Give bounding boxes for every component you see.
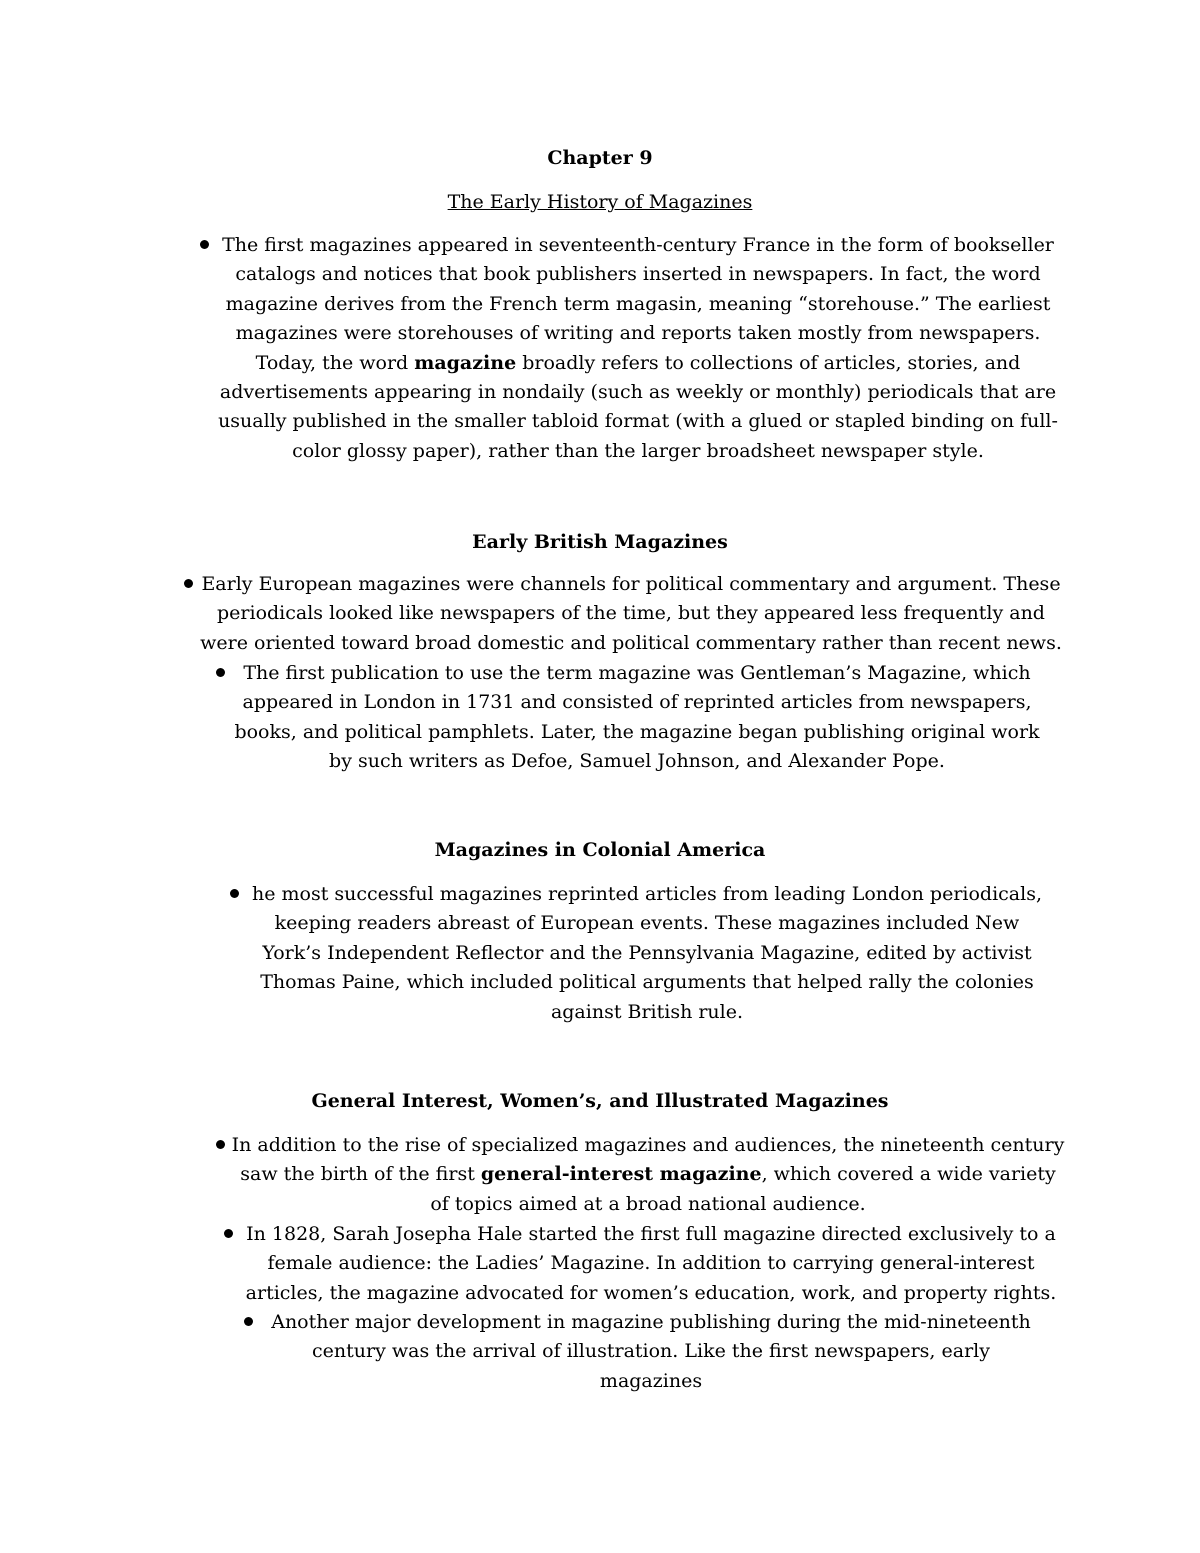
list-item (200, 231, 1062, 466)
list-item (184, 570, 1064, 658)
chapter-subtitle: The Early History of Magazines (447, 191, 753, 213)
bullet-icon (224, 1229, 233, 1238)
list-item (230, 880, 1050, 1027)
list-item-text: In addition to the rise of specialized magazines and audiences, the nineteenth century saw the birth of the first general-interest magazine, which covered a wide variety of topics aimed at a broad national audience. (231, 1134, 1065, 1215)
list-item (244, 1308, 1044, 1396)
list-item-text: The first publication to use the term magazine was Gentleman’s Magazine, which appeared in London in 1731 and consisted of reprinted articles from newspapers, books, and political pamphlets. Later, the magazine began publishing original work by such writers as Defoe, Samuel Johnson, and Alexander Pope. (234, 662, 1040, 773)
list-item (216, 659, 1044, 777)
list-item-text: In 1828, Sarah Josepha Hale started the first full magazine directed exclusively to a female audience: the Ladies’ Magazine. In addition to carrying general-interest articles, the magazine advocated for women’s education, work, and property rights. (245, 1223, 1057, 1304)
bullet-icon (216, 1140, 225, 1149)
list-item (216, 1131, 1066, 1219)
bullet-icon (230, 889, 239, 898)
bullet-icon (200, 240, 209, 249)
section-heading-british: Early British Magazines (472, 531, 728, 553)
bullet-icon (184, 579, 193, 588)
chapter-title: Chapter 9 (547, 147, 653, 169)
bullet-icon (216, 668, 225, 677)
list-item (224, 1220, 1064, 1308)
list-item-text: The first magazines appeared in seventeenth-century France in the form of bookseller catalogs and notices that book publishers inserted in newspapers. In fact, the word magazine derives from the French term magasin, meaning “storehouse.” The earliest magazines were storehouses of writing and reports taken mostly from newspapers. Today, the word magazine broadly refers to collections of articles, stories, and advertisements appearing in nondaily (such as weekly or monthly) periodicals that are usually published in the smaller tabloid format (with a glued or stapled binding on full-color glossy paper), rather than the larger broadsheet newspaper style. (218, 234, 1058, 462)
bullet-icon (244, 1317, 253, 1326)
section-heading-colonial: Magazines in Colonial America (434, 839, 766, 861)
list-item-text: Early European magazines were channels for political commentary and argument. These periodicals looked like newspapers of the time, but they appeared less frequently and were oriented toward broad domestic and political commentary rather than recent news. (200, 573, 1062, 654)
section-heading-general: General Interest, Women’s, and Illustrated Magazines (311, 1090, 889, 1112)
list-item-text: Another major development in magazine publishing during the mid-nineteenth century was the arrival of illustration. Like the first newspapers, early magazines (271, 1311, 1031, 1392)
list-item-text: he most successful magazines reprinted articles from leading London periodicals, keeping readers abreast of European events. These magazines included New York’s Independent Reflector and the Pennsylvania Magazine, edited by activist Thomas Paine, which included political arguments that helped rally the colonies against British rule. (251, 883, 1043, 1023)
